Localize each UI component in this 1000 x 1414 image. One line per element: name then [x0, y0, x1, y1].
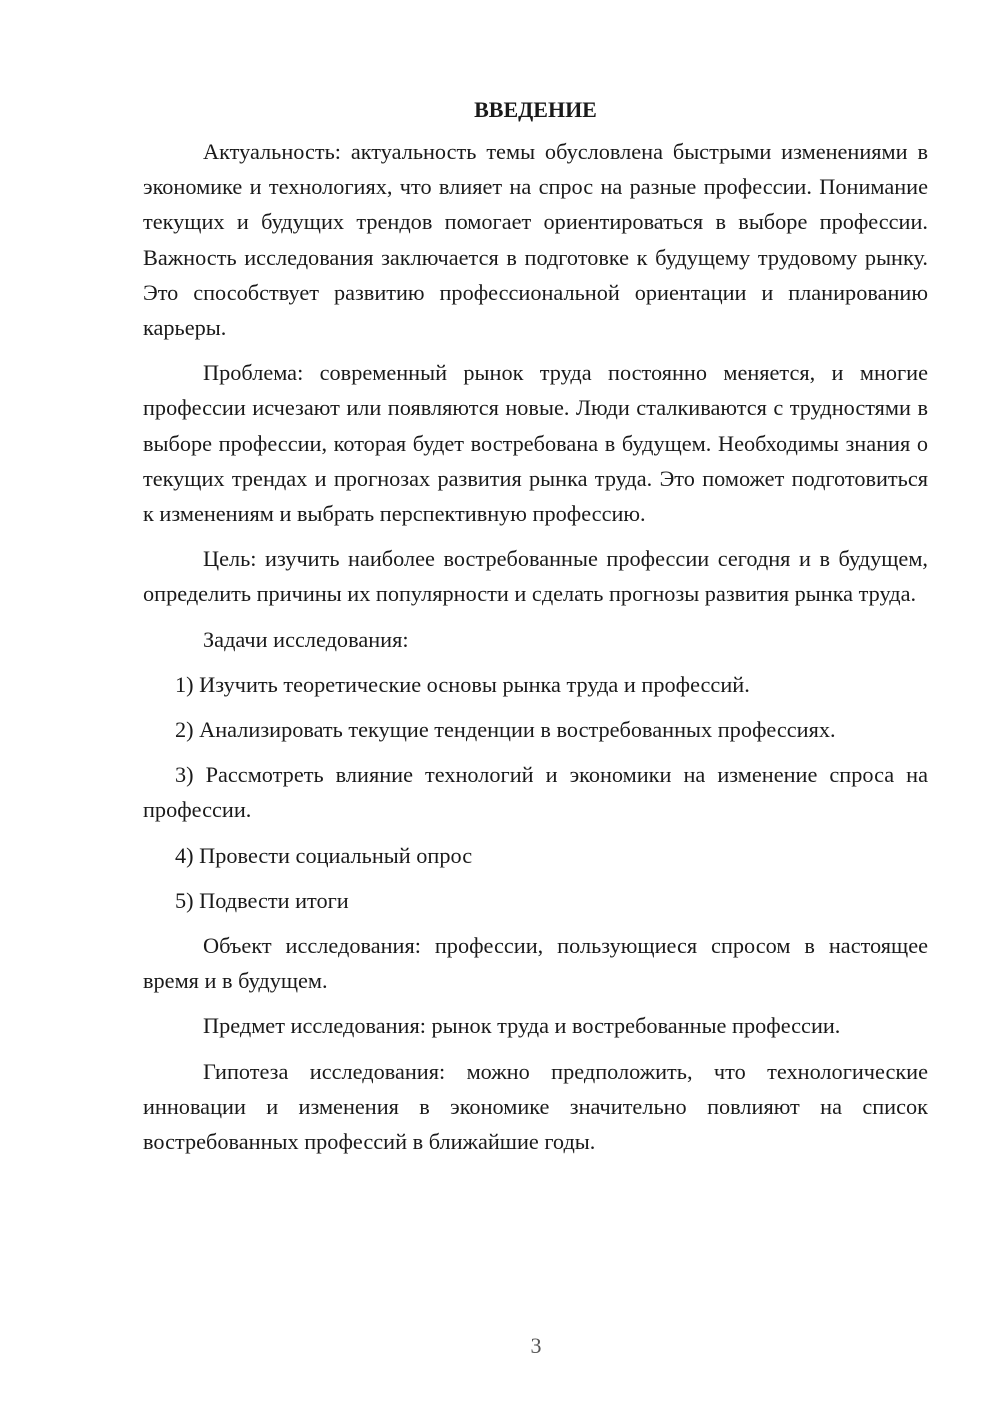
list-item-task-1: 1) Изучить теоретические основы рынка труда и профессий.	[175, 671, 750, 697]
paragraph-object: Объект исследования: профессии, пользующиеся спросом в настоящее время и в будущем.	[143, 933, 928, 994]
paragraph-relevance: Актуальность: актуальность темы обусловлена быстрыми изменениями в экономике и технологиях, что влияет на спрос на разные профессии. Понимание текущих и будущих трендов помогает ориентироваться в выборе профессии. Важность исследования заключается в подготовке к будущему трудовому рынку. Это способствует развитию профессиональной ориентации и планированию карьеры.	[143, 139, 928, 341]
paragraph-tasks-heading: Задачи исследования:	[203, 626, 409, 652]
paragraph-subject: Предмет исследования: рынок труда и востребованные профессии.	[203, 1013, 841, 1039]
list-item-task-5: 5) Подвести итоги	[175, 887, 349, 913]
page-number: 3	[530, 1333, 542, 1358]
page-title: ВВЕДЕНИЕ	[474, 97, 597, 122]
list-item-task-2: 2) Анализировать текущие тенденции в востребованных профессиях.	[175, 717, 836, 743]
paragraph-hypothesis: Гипотеза исследования: можно предположить, что технологические инновации и изменения в экономике значительно повлияют на список востребованных профессий в ближайшие годы.	[143, 1058, 928, 1155]
list-item-task-3: 3) Рассмотреть влияние технологий и экономики на изменение спроса на профессии.	[143, 762, 928, 823]
paragraph-goal: Цель: изучить наиболее востребованные профессии сегодня и в будущем, определить причины их популярности и сделать прогнозы развития рынка труда.	[143, 546, 928, 607]
list-item-task-4: 4) Провести социальный опрос	[175, 842, 473, 868]
paragraph-problem: Проблема: современный рынок труда постоянно меняется, и многие профессии исчезают или появляются новые. Люди сталкиваются с трудностями в выборе профессии, которая будет востребована в будущем. Необходимы знания о текущих трендах и прогнозах развития рынка труда. Это поможет подготовиться к изменениям и выбрать перспективную профессию.	[143, 360, 928, 527]
page-content	[143, 92, 928, 1169]
